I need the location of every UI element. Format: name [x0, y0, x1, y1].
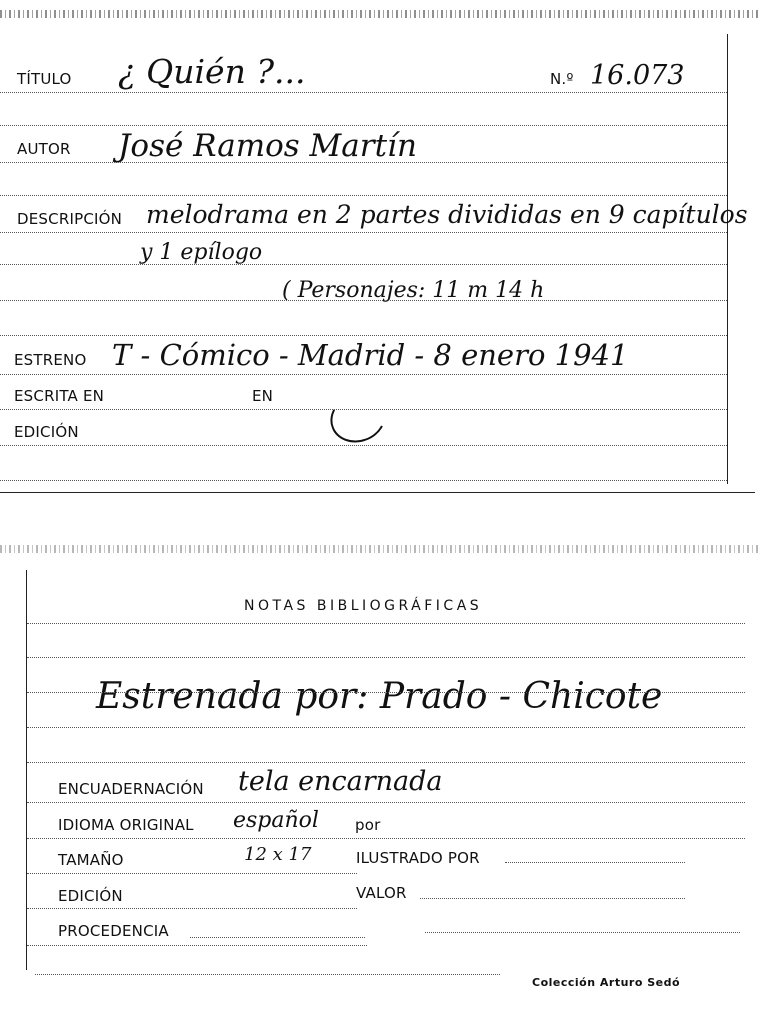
card-bottom-border	[0, 492, 755, 493]
scan-noise-bottom	[0, 545, 759, 553]
stamp-circle-mark	[323, 386, 392, 450]
rule	[35, 974, 500, 975]
escrita-en-label: ESCRITA EN	[14, 387, 105, 405]
note-value: Estrenada por: Prado - Chicote	[96, 676, 663, 717]
rule	[27, 838, 745, 839]
autor-value: José Ramos Martín	[118, 128, 417, 164]
rule	[0, 300, 727, 301]
titulo-value: ¿ Quién ?...	[118, 52, 306, 91]
rule	[0, 335, 727, 336]
descripcion-line3: ( Personajes: 11 m 14 h	[282, 278, 545, 303]
idioma-value: español	[233, 808, 319, 833]
card-right-border	[727, 34, 728, 484]
rule	[0, 445, 727, 446]
encuadernacion-label: ENCUADERNACIÓN	[58, 780, 204, 798]
edicion-label: EDICIÓN	[14, 423, 79, 441]
rule	[0, 264, 727, 265]
estreno-label: ESTRENO	[14, 351, 87, 369]
rule	[27, 908, 357, 909]
rule	[27, 657, 745, 658]
notas-heading: NOTAS BIBLIOGRÁFICAS	[244, 598, 483, 614]
procedencia-label: PROCEDENCIA	[58, 922, 169, 940]
scan-noise-top	[0, 10, 759, 18]
rule	[27, 623, 745, 624]
rule	[27, 727, 745, 728]
rule	[27, 762, 745, 763]
encuadernacion-value: tela encarnada	[238, 766, 443, 797]
edicion-bottom-label: EDICIÓN	[58, 887, 123, 905]
rule	[420, 898, 685, 899]
rule	[0, 195, 727, 196]
en-label: EN	[252, 387, 274, 405]
descripcion-line1: melodrama en 2 partes divididas en 9 capítulos	[146, 200, 748, 229]
rule	[0, 125, 727, 126]
rule	[27, 873, 357, 874]
rule	[0, 92, 727, 93]
idioma-label: IDIOMA ORIGINAL	[58, 816, 194, 834]
estreno-value: T - Cómico - Madrid - 8 enero 1941	[112, 338, 629, 372]
descripcion-line2: y 1 epílogo	[140, 240, 263, 265]
rule	[0, 480, 727, 481]
rule	[425, 932, 740, 933]
rule	[190, 937, 365, 938]
ilustrado-label: ILUSTRADO POR	[356, 849, 480, 867]
descripcion-label: DESCRIPCIÓN	[17, 210, 123, 228]
tamano-label: TAMAÑO	[58, 851, 124, 869]
rule	[0, 232, 727, 233]
rule	[505, 862, 685, 863]
collection-credit: Colección Arturo Sedó	[532, 976, 681, 989]
rule	[0, 374, 727, 375]
rule	[27, 802, 745, 803]
valor-label: VALOR	[356, 884, 407, 902]
tamano-value: 12 x 17	[244, 844, 312, 865]
rule	[27, 945, 367, 946]
numero-value: 16.073	[590, 60, 685, 91]
numero-label: N.º	[550, 70, 574, 88]
card-left-border	[26, 570, 27, 970]
rule	[0, 162, 727, 163]
rule	[27, 692, 745, 693]
autor-label: AUTOR	[17, 140, 71, 158]
titulo-label: TÍTULO	[17, 70, 72, 88]
por-label: por	[355, 816, 381, 834]
